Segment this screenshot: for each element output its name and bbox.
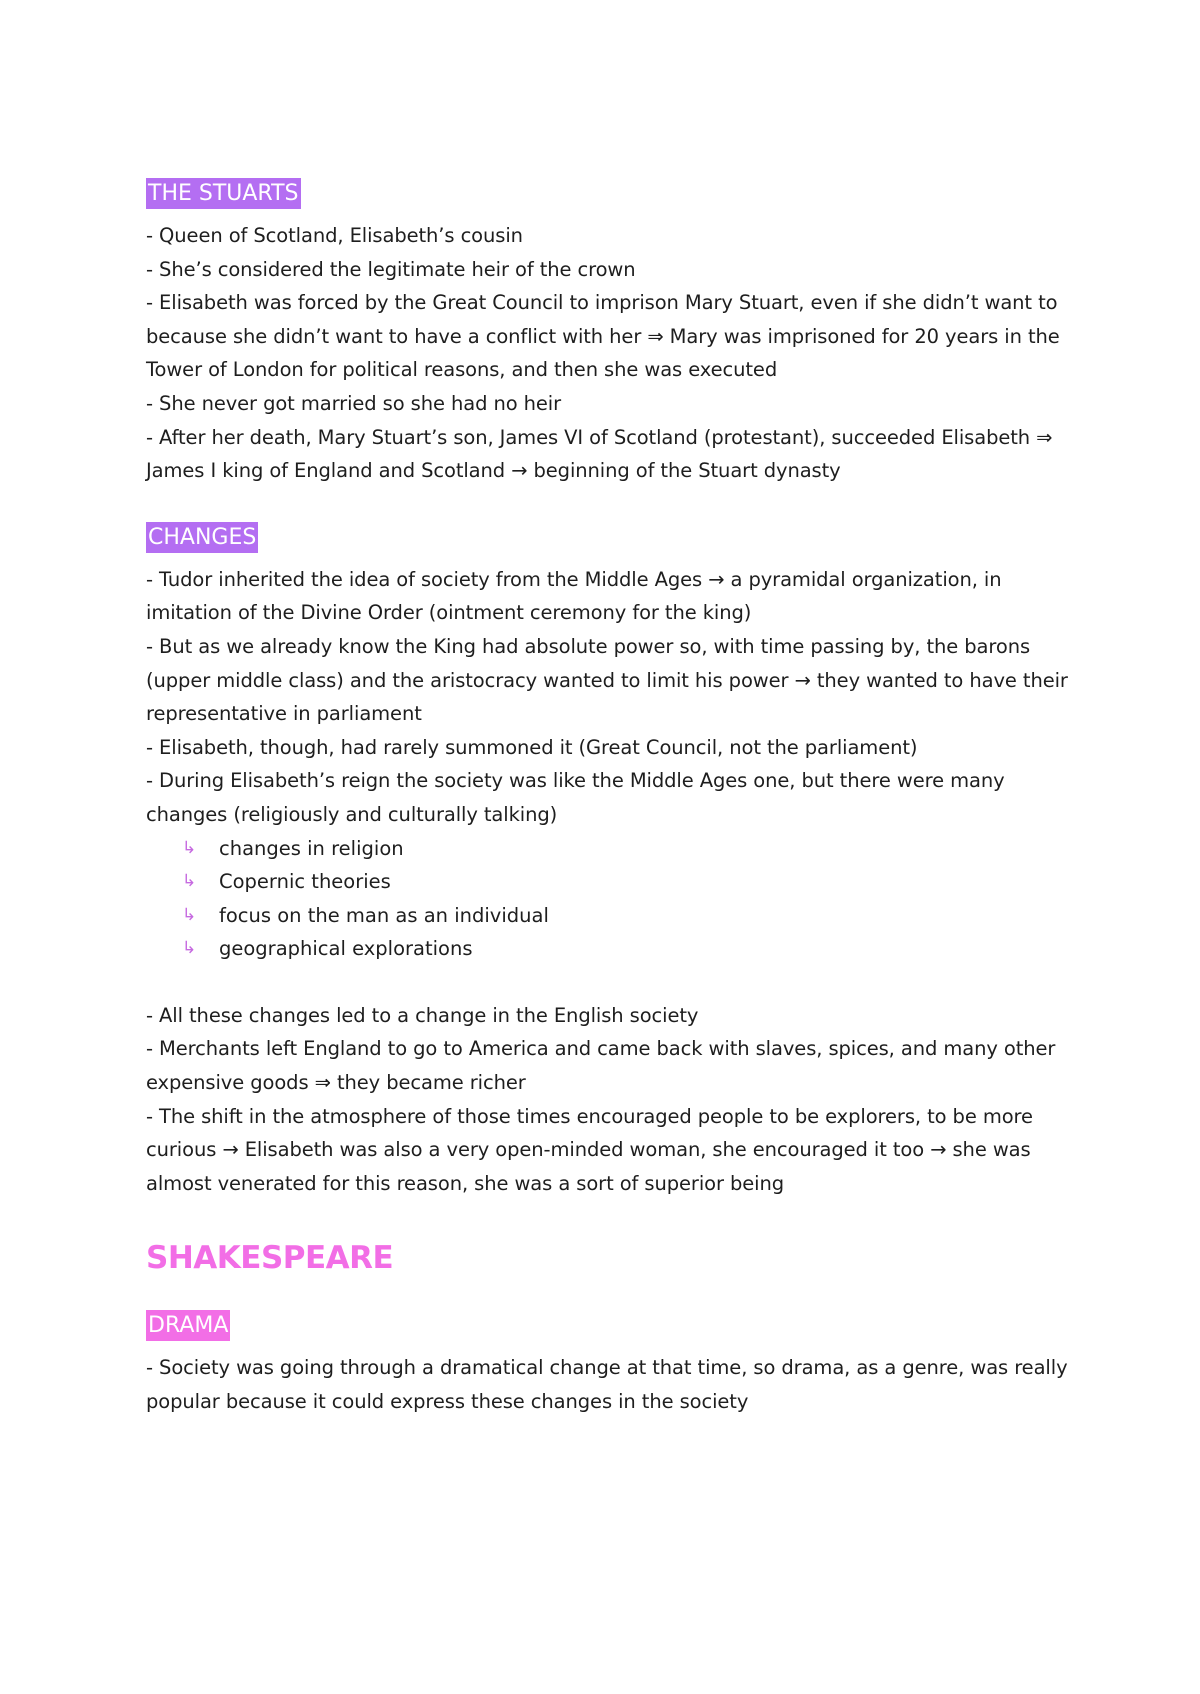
list-item-label: changes in religion xyxy=(219,836,404,860)
text-line: - Merchants left England to go to America and came back with slaves, spices, and many other xyxy=(146,1037,1056,1061)
text-line: expensive goods ⇒ they became richer xyxy=(146,1071,526,1095)
text-line: - But as we already know the King had absolute power so, with time passing by, the barons xyxy=(146,634,1031,658)
text-line: - Society was going through a dramatical change at that time, so drama, as a genre, was really xyxy=(146,1356,1068,1380)
text-line: curious → Elisabeth was also a very open-minded woman, she encouraged it too → she was xyxy=(146,1138,1031,1162)
document-page xyxy=(146,178,1066,1419)
list-item xyxy=(146,832,1066,866)
text-line: because she didn’t want to have a conflict with her ⇒ Mary was imprisoned for 20 years in the xyxy=(146,324,1060,348)
text-line: - Queen of Scotland, Elisabeth’s cousin xyxy=(146,224,523,247)
text-line: changes (religiously and culturally talking) xyxy=(146,802,558,826)
list-item xyxy=(146,932,1066,966)
text-line: - Elisabeth was forced by the Great Council to imprison Mary Stuart, even if she didn’t want to xyxy=(146,291,1058,315)
text-line: - During Elisabeth’s reign the society was like the Middle Ages one, but there were many xyxy=(146,769,1005,793)
title-shakespeare: SHAKESPEARE xyxy=(146,1240,394,1277)
sub-arrow-icon: ↳ xyxy=(182,871,197,892)
sub-arrow-icon: ↳ xyxy=(182,938,197,959)
sub-arrow-icon: ↳ xyxy=(182,837,197,858)
text-line: - She never got married so she had no heir xyxy=(146,391,562,415)
text-line: - After her death, Mary Stuart’s son, James VI of Scotland (protestant), succeeded Elisabeth ⇒ xyxy=(146,425,1053,449)
text-line: (upper middle class) and the aristocracy wanted to limit his power → they wanted to have their xyxy=(146,668,1068,692)
text-line: - The shift in the atmosphere of those times encouraged people to be explorers, to be more xyxy=(146,1104,1033,1128)
text-line: representative in parliament xyxy=(146,702,422,726)
text-line: - She’s considered the legitimate heir of the crown xyxy=(146,257,636,281)
heading-stuarts: THE STUARTS xyxy=(146,178,301,209)
section-drama xyxy=(146,1310,1066,1418)
list-item-label: focus on the man as an individual xyxy=(219,903,549,927)
text-line: - Tudor inherited the idea of society from the Middle Ages → a pyramidal organization, in xyxy=(146,567,1002,591)
text-line: - Elisabeth, though, had rarely summoned it (Great Council, not the parliament) xyxy=(146,735,918,759)
section-stuarts xyxy=(146,178,1066,488)
list-item-label: geographical explorations xyxy=(219,937,473,961)
list-item-label: Copernic theories xyxy=(219,870,391,894)
sub-arrow-icon: ↳ xyxy=(182,904,197,925)
list-item xyxy=(146,899,1066,933)
text-line: imitation of the Divine Order (ointment ceremony for the king) xyxy=(146,601,752,625)
list-item xyxy=(146,865,1066,899)
text-line: almost venerated for this reason, she was a sort of superior being xyxy=(146,1171,785,1195)
heading-drama: DRAMA xyxy=(146,1310,230,1341)
text-line: - All these changes led to a change in the English society xyxy=(146,1003,699,1027)
section-changes xyxy=(146,522,1066,1201)
text-line: popular because it could express these changes in the society xyxy=(146,1390,749,1414)
heading-changes: CHANGES xyxy=(146,522,258,553)
text-line: James I king of England and Scotland → beginning of the Stuart dynasty xyxy=(146,459,841,483)
text-line: Tower of London for political reasons, and then she was executed xyxy=(146,358,778,382)
